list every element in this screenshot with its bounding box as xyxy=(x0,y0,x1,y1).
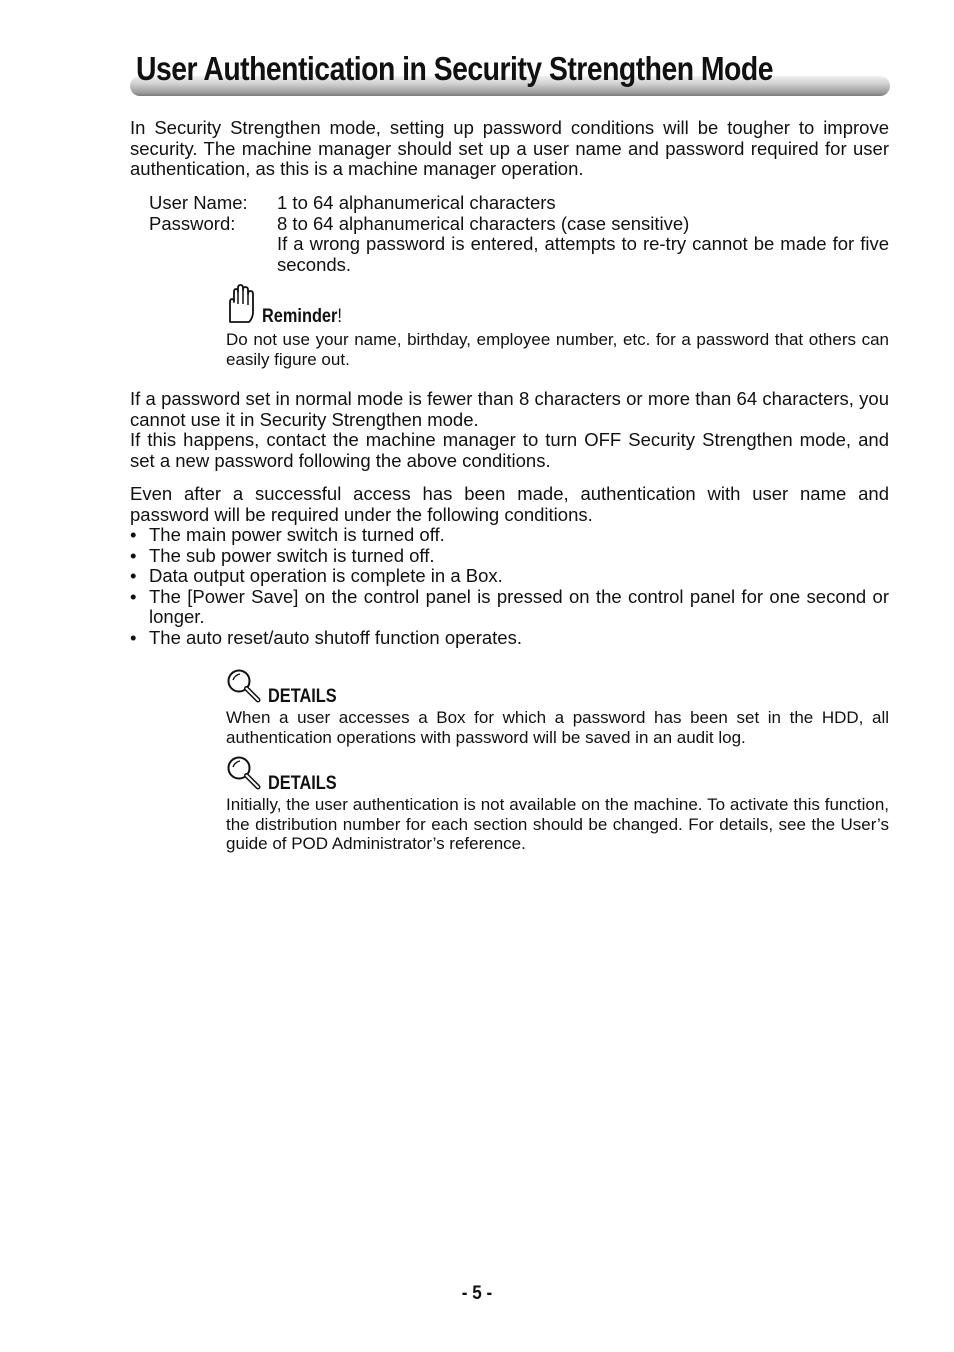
bullet-icon: • xyxy=(130,626,137,648)
bullet-icon: • xyxy=(130,524,137,545)
details-note-2 xyxy=(226,755,889,854)
bullet-icon: • xyxy=(130,565,137,586)
password-label: Password: xyxy=(149,212,236,234)
list-item: • The [Power Save] on the control panel is pressed on the control panel for one second or longer. xyxy=(130,585,889,627)
list-item: • Data output operation is complete in a Box. xyxy=(130,565,503,586)
user-name-value: 1 to 64 alphanumerical characters xyxy=(277,192,556,213)
normal-mode-paragraph-2: If this happens, contact the machine manager to turn OFF Security Strengthen mode, and set a new password following the above conditions. xyxy=(130,429,889,471)
password-note: If a wrong password is entered, attempts to re-try cannot be made for five seconds. xyxy=(277,233,889,275)
details-note-1 xyxy=(226,668,889,747)
details-text-2: Initially, the user authentication is not available on the machine. To activate this function, the distribution number for each section should be changed. For details, see the User’s guide of POD Administrator’s reference. xyxy=(226,795,889,853)
details-text-1: When a user accesses a Box for which a password has been set in the HDD, all authentication operations with password will be saved in an audit log. xyxy=(226,708,889,747)
password-value: 8 to 64 alphanumerical characters (case sensitive) xyxy=(277,212,690,234)
list-item: • The sub power switch is turned off. xyxy=(130,544,435,566)
user-name-label: User Name: xyxy=(149,192,248,213)
credential-requirements xyxy=(149,193,889,275)
magnifier-icon xyxy=(226,668,262,709)
user-name-row xyxy=(149,193,889,214)
reauth-intro-text: Even after a successful access has been made, authentication with user name and password will be required under the following conditions. xyxy=(130,483,889,525)
details-label-2: DETAILS xyxy=(268,772,337,794)
page-number: - 5 - xyxy=(461,1283,493,1304)
reauth-conditions-list xyxy=(130,525,889,648)
reminder-text: Do not use your name, birthday, employee number, etc. for a password that others can easily figure out. xyxy=(226,330,889,369)
reminder-note xyxy=(226,286,889,369)
page-title: User Authentication in Security Strengthen Mode xyxy=(136,50,773,87)
password-row xyxy=(149,214,889,276)
intro-paragraph xyxy=(130,118,889,180)
normal-mode-paragraph-1: If a password set in normal mode is fewer than 8 characters or more than 64 characters, you cannot use it in Security Strengthen mode. xyxy=(130,388,889,430)
reauth-intro-paragraph xyxy=(130,484,889,525)
hand-icon xyxy=(226,284,256,329)
bullet-icon: • xyxy=(130,544,137,566)
details-header-1 xyxy=(226,668,889,708)
list-item: • The main power switch is turned off. xyxy=(130,524,445,545)
reminder-header xyxy=(226,286,889,328)
reminder-label: Reminder! xyxy=(262,305,342,327)
intro-text: In Security Strengthen mode, setting up password conditions will be tougher to improve security. The machine manager should set up a user name and password required for user authentication, as this is a machine manager operation. xyxy=(130,117,889,179)
title-banner xyxy=(130,48,890,100)
details-label-1: DETAILS xyxy=(268,685,337,707)
password-value-block xyxy=(277,214,889,276)
list-item: • The auto reset/auto shutoff function operates. xyxy=(130,626,522,648)
details-header-2 xyxy=(226,755,889,795)
bullet-icon: • xyxy=(130,585,137,607)
magnifier-icon xyxy=(226,755,262,796)
normal-mode-section xyxy=(130,389,889,471)
